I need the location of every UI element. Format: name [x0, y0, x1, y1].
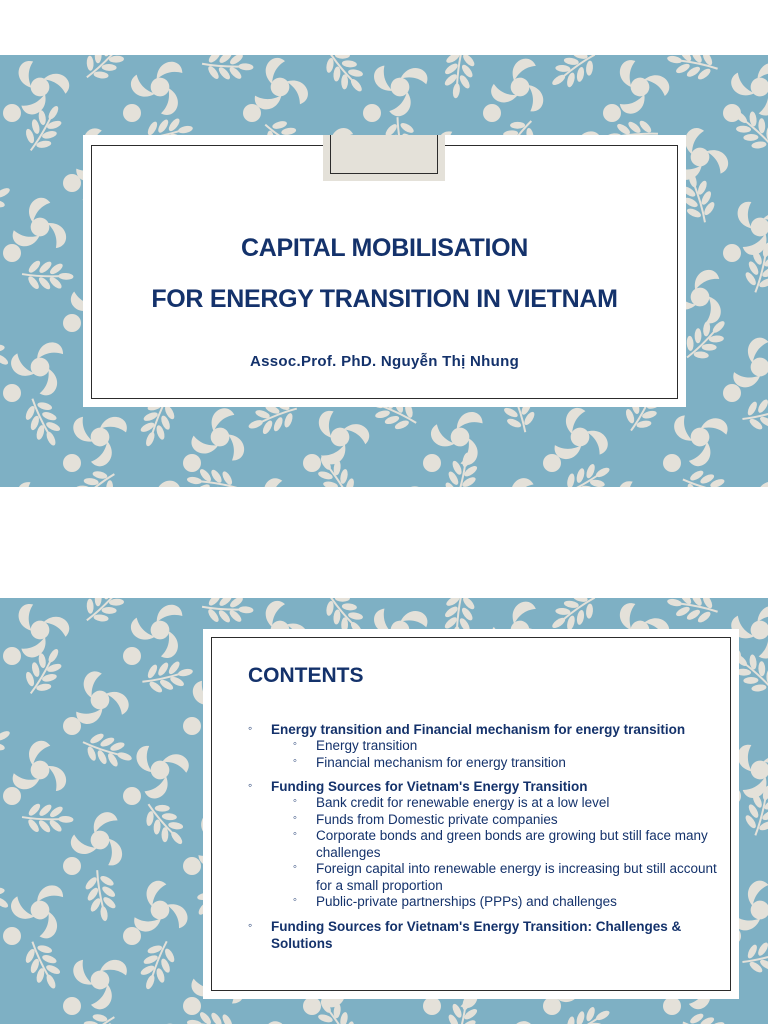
- contents-subitem-label: Funds from Domestic private companies: [316, 811, 558, 827]
- contents-list: [248, 721, 718, 959]
- card-tab-decoration: [323, 135, 445, 181]
- contents-item-label: Funding Sources for Vietnam's Energy Transition: [271, 779, 588, 794]
- contents-slide: [0, 598, 768, 1024]
- contents-subitem: [293, 894, 718, 911]
- bullet-icon: ◦: [293, 861, 297, 873]
- contents-subitem: [293, 812, 718, 829]
- card-tab-inner: [330, 135, 438, 174]
- contents-subitem-label: Energy transition: [316, 738, 418, 753]
- bullet-icon: ◦: [248, 721, 253, 735]
- contents-item: [248, 918, 718, 952]
- presentation-title-line-1: CAPITAL MOBILISATION: [240, 234, 529, 262]
- contents-item: [248, 778, 718, 911]
- contents-item: [248, 721, 718, 771]
- contents-card: [203, 629, 739, 999]
- contents-subitem-label: Public-private partnerships (PPPs) and challenges: [316, 894, 617, 909]
- contents-item-label: Funding Sources for Vietnam's Energy Transition: Challenges & Solutions: [271, 918, 682, 951]
- author-name: Assoc.Prof. PhD. Nguyễn Thị Nhung: [249, 353, 520, 370]
- bullet-icon: ◦: [293, 811, 297, 824]
- contents-subitem-label: Corporate bonds and green bonds are growing but still face many challenges: [316, 828, 708, 860]
- contents-subitem: [293, 755, 718, 772]
- bullet-icon: ◦: [293, 828, 297, 840]
- contents-subitem: [293, 828, 718, 861]
- contents-subitem: [293, 738, 718, 755]
- contents-subitem: [293, 861, 718, 894]
- contents-item-label: Energy transition and Financial mechanism for energy transition: [271, 722, 686, 737]
- presentation-title-line-2: FOR ENERGY TRANSITION IN VIETNAM: [151, 285, 618, 313]
- bullet-icon: ◦: [293, 754, 297, 767]
- bullet-icon: ◦: [293, 894, 297, 906]
- contents-subitem-label: Financial mechanism for energy transition: [316, 754, 566, 770]
- title-card: [83, 135, 686, 407]
- contents-heading: CONTENTS: [248, 664, 364, 687]
- contents-subitem: [293, 795, 718, 812]
- contents-sublist: [271, 738, 718, 771]
- bullet-icon: ◦: [293, 795, 297, 807]
- bullet-icon: ◦: [248, 917, 253, 932]
- contents-sublist: [271, 795, 718, 911]
- bullet-icon: ◦: [248, 778, 253, 792]
- contents-subitem-label: Bank credit for renewable energy is at a low level: [316, 795, 610, 810]
- title-slide: [0, 55, 768, 487]
- bullet-icon: ◦: [293, 738, 297, 750]
- contents-subitem-label: Foreign capital into renewable energy is increasing but still account for a small proportion: [316, 861, 717, 893]
